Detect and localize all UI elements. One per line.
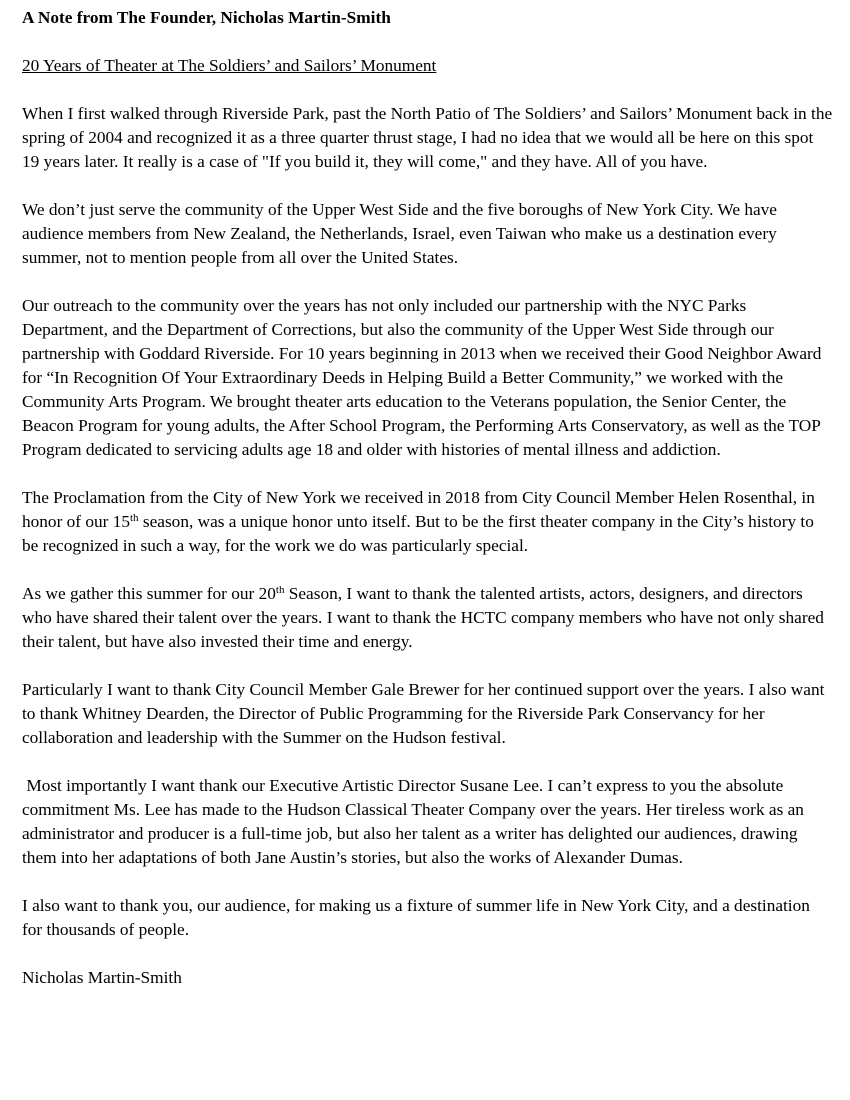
thanks-artists-text-end: Season, I want to thank the talented artists, actors, designers, and directors who have shared their talent over the years. I want to thank the HCTC company members who have not only shared their talent, but have also invested their time and energy. — [22, 584, 824, 651]
ordinal-suffix: th — [275, 584, 285, 596]
letter-page — [22, 6, 834, 990]
paragraph-intro: When I first walked through Riverside Park, past the North Patio of The Soldiers’ and Sailors’ Monument back in the spring of 2004 and recognized it as a three quarter thrust stage, I had no idea that we would all be here on this spot 19 years later. It really is a case of "If you build it, they will come," and they have. All of you have. — [22, 104, 833, 171]
letter-title: A Note from The Founder, Nicholas Martin-Smith — [22, 8, 391, 27]
proclamation-text-start: The Proclamation from the City of New York we received in 2018 from City Council Member Helen Rosenthal, in honor of our 15 — [22, 488, 815, 531]
signature: Nicholas Martin-Smith — [22, 968, 182, 987]
paragraph-community: We don’t just serve the community of the Upper West Side and the five boroughs of New York City. We have audience members from New Zealand, the Netherlands, Israel, even Taiwan who make us a destination every summer, not to mention people from all over the United States. — [22, 200, 777, 267]
paragraph-proclamation — [22, 486, 834, 558]
paragraph-thanks-director — [22, 774, 834, 870]
letter-subtitle: 20 Years of Theater at The Soldiers’ and Sailors’ Monument — [22, 56, 437, 75]
proclamation-text-end: season, was a unique honor unto itself. But to be the first theater company in the City’s history to be recognized in such a way, for the work we do was particularly special. — [22, 512, 814, 555]
paragraph-thanks-officials: Particularly I want to thank City Council Member Gale Brewer for her continued support over the years. I also want to thank Whitney Dearden, the Director of Public Programming for the Riverside Park Conservancy for her collaboration and leadership with the Summer on the Hudson festival. — [22, 680, 825, 747]
thanks-director-text: Most importantly I want thank our Executive Artistic Director Susane Lee. I can’t express to you the absolute commitment Ms. Lee has made to the Hudson Classical Theater Company over the years. Her tireless work as an administrator and producer is a full-time job, but also her talent as a writer has delighted our audiences, drawing them into her adaptations of both Jane Austin’s stories, but also the works of Alexander Dumas. — [22, 776, 804, 867]
thanks-artists-text-start: As we gather this summer for our 20 — [22, 584, 276, 603]
paragraph-thanks-audience: I also want to thank you, our audience, for making us a fixture of summer life in New York City, and a destination for thousands of people. — [22, 896, 810, 939]
paragraph-thanks-artists — [22, 582, 834, 654]
paragraph-outreach: Our outreach to the community over the years has not only included our partnership with the NYC Parks Department, and the Department of Corrections, but also the community of the Upper West Side through our partnership with Goddard Riverside. For 10 years beginning in 2013 when we received their Good Neighbor Award for “In Recognition Of Your Extraordinary Deeds in Helping Build a Better Community,” we worked with the Community Arts Program. We brought theater arts education to the Veterans population, the Senior Center, the Beacon Program for young adults, the After School Program, the Performing Arts Conservatory, as well as the TOP Program dedicated to servicing adults age 18 and older with histories of mental illness and addiction. — [22, 296, 822, 459]
ordinal-suffix: th — [130, 512, 139, 524]
